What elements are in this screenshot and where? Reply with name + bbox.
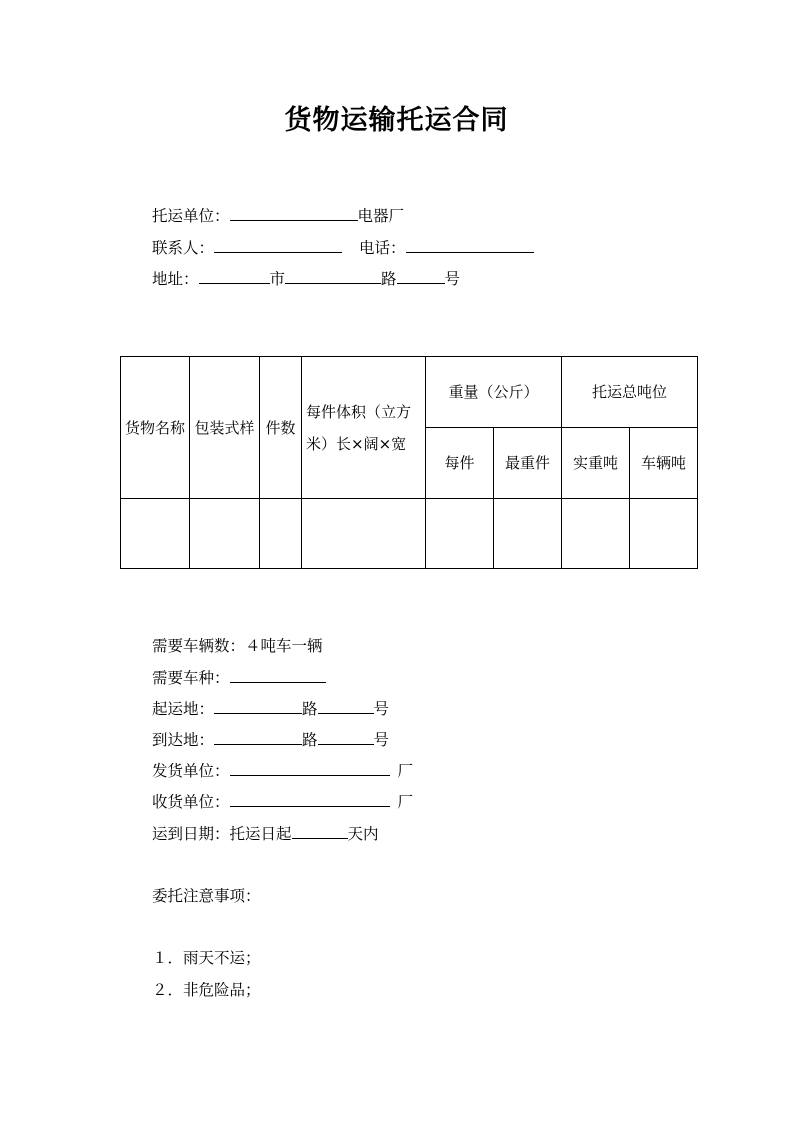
header-per-piece: 每件 [426, 428, 494, 499]
header-goods-name: 货物名称 [121, 357, 190, 499]
destination-label: 到达地： [152, 731, 215, 749]
delivery-label: 运到日期：托运日起 [152, 825, 292, 843]
vehicle-type-label: 需要车种： [152, 669, 230, 687]
origin-label: 起运地： [152, 700, 215, 718]
consignor-unit-blank[interactable] [230, 206, 358, 221]
receiver-blank[interactable] [230, 792, 390, 807]
shipper-factory-text: 厂 [397, 762, 414, 780]
page-title: 货物运输托运合同 [284, 105, 509, 136]
header-weight: 重量（公斤） [426, 357, 562, 428]
destination-road-blank[interactable] [214, 730, 302, 745]
origin-road-blank[interactable] [214, 699, 302, 714]
receiver-label: 收货单位： [152, 793, 230, 811]
receiver-line [152, 792, 413, 812]
note-item-2: ２．非危险品； [152, 981, 261, 999]
cell-goods-name[interactable] [121, 499, 190, 569]
address-road-blank[interactable] [285, 269, 381, 284]
destination-road-text: 路 [302, 731, 318, 749]
shipper-line [152, 761, 413, 781]
cell-packaging[interactable] [190, 499, 260, 569]
shipper-label: 发货单位： [152, 762, 230, 780]
phone-label: 电话： [359, 239, 406, 257]
cell-per-piece[interactable] [426, 499, 494, 569]
contact-blank[interactable] [214, 238, 342, 253]
origin-road-text: 路 [302, 700, 318, 718]
goods-table [120, 356, 698, 569]
contact-label: 联系人： [152, 239, 215, 257]
destination-number-text: 号 [373, 731, 390, 749]
consignor-unit-label: 托运单位： [152, 207, 230, 225]
header-heaviest: 最重件 [494, 428, 562, 499]
consignor-unit-line [152, 206, 404, 226]
table-row [121, 499, 698, 569]
cell-heaviest[interactable] [494, 499, 562, 569]
vehicles-needed: 需要车辆数：４吨车一辆 [152, 637, 323, 655]
header-packaging: 包装式样 [190, 357, 260, 499]
cell-count[interactable] [260, 499, 302, 569]
address-number-text: 号 [444, 270, 461, 288]
shipper-blank[interactable] [230, 761, 390, 776]
destination-line [152, 730, 389, 750]
notes-heading: 委托注意事项： [152, 887, 261, 905]
delivery-line [152, 824, 379, 844]
delivery-days-within: 天内 [347, 825, 379, 843]
contact-line [152, 238, 534, 258]
vehicle-type-blank[interactable] [230, 668, 326, 683]
header-actual-tons: 实重吨 [562, 428, 630, 499]
origin-number-text: 号 [373, 700, 390, 718]
header-vehicle-tons: 车辆吨 [630, 428, 698, 499]
note-item-1: １．雨天不运； [152, 949, 261, 967]
phone-blank[interactable] [406, 238, 534, 253]
vehicle-type-line [152, 668, 326, 688]
table-header-row-1 [121, 357, 698, 428]
cell-vehicle-tons[interactable] [630, 499, 698, 569]
address-line [152, 269, 460, 289]
origin-line [152, 699, 389, 719]
address-label: 地址： [152, 270, 199, 288]
consignor-unit-suffix: 电器厂 [357, 207, 405, 225]
address-city-blank[interactable] [199, 269, 270, 284]
header-count: 件数 [260, 357, 302, 499]
address-road-text: 路 [381, 270, 397, 288]
address-city-text: 市 [269, 270, 286, 288]
header-tonnage: 托运总吨位 [562, 357, 698, 428]
header-volume: 每件体积（立方米）长×阔×宽 [302, 357, 426, 499]
origin-number-blank[interactable] [318, 699, 374, 714]
delivery-days-blank[interactable] [292, 824, 348, 839]
receiver-factory-text: 厂 [397, 793, 414, 811]
cell-volume[interactable] [302, 499, 426, 569]
cell-actual-tons[interactable] [562, 499, 630, 569]
destination-number-blank[interactable] [318, 730, 374, 745]
address-number-blank[interactable] [397, 269, 445, 284]
